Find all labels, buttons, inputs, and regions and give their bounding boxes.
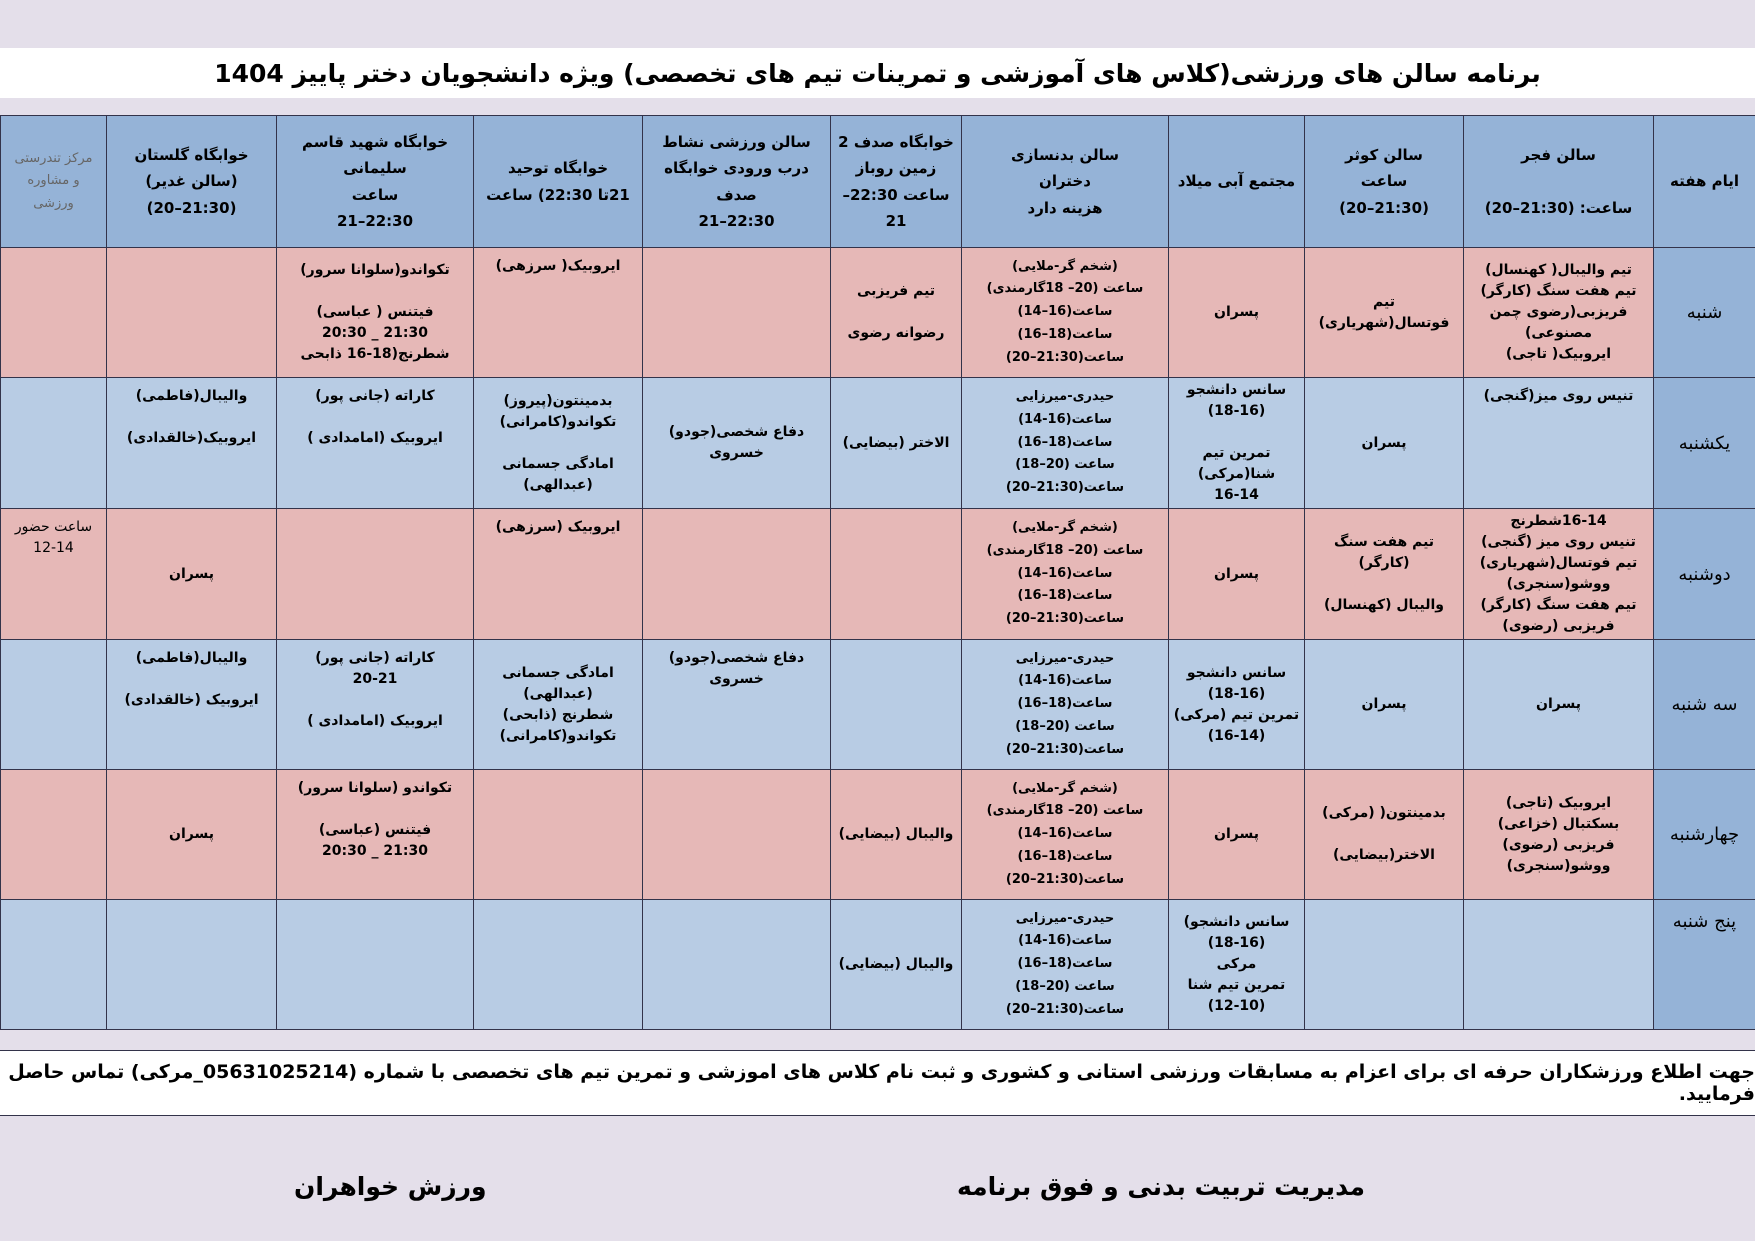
header-health-center: مرکز تندرستی و مشاوره ورزشی [1,116,107,248]
header-milad-aquatic: مجتمع آبی میلاد [1169,116,1305,248]
table-cell: پسران [1169,248,1305,378]
day-cell: پنج شنبه [1654,900,1755,1030]
table-cell [831,640,962,770]
table-cell: پسران [1305,640,1464,770]
table-cell [831,509,962,640]
page-title: برنامه سالن های ورزشی(کلاس های آموزشی و تمرینات تیم های تخصصی) ویژه دانشجویان دختر پاییز 1404 [0,48,1755,98]
table-cell: امادگی جسمانی (عبدالهی) شطرنج (ذابحی) تکواندو(کامرانی) [474,640,643,770]
header-days: ایام هفته [1654,116,1755,248]
table-cell: ساعت حضور 12-14 [1,509,107,640]
table-cell: پسران [107,509,277,640]
table-cell [107,900,277,1030]
table-cell: تیم فوتسال(شهریاری) [1305,248,1464,378]
table-cell: والیبال (بیضایی) [831,770,962,900]
contact-note: جهت اطلاع ورزشکاران حرفه ای برای اعزام به مسابقات ورزشی استانی و کشوری و ثبت نام کلاس های اموزشی و تمرین تیم های تخصصی با شماره (05631025214_مرکی) تماس حاصل فرمایید. [0,1050,1755,1116]
table-cell: تیم فریزبی رضوانه رضوی [831,248,962,378]
header-tohid-dorm: خوابگاه توحید 21تا 22:30) ساعت [474,116,643,248]
table-cell [1,770,107,900]
table-cell: پسران [1169,509,1305,640]
table-cell: سانس دانشجو (18-16) تمرین تیم (مرکی) (16-14) [1169,640,1305,770]
table-row [1,248,1755,378]
table-cell: سانس دانشجو) (18-16) مرکی تمرین تیم شنا (12-10) [1169,900,1305,1030]
table-row [1,640,1755,770]
table-cell [1,248,107,378]
signature-management: مدیریت تربیت بدنی و فوق برنامه [956,1172,1365,1201]
table-cell [277,509,474,640]
header-bodybuilding-hall: سالن بدنسازی دختران هزینه دارد [962,116,1169,248]
table-cell: حیدری-میرزایی ساعت(16-14) ساعت(18–16) ساعت (20–18) ساعت(21:30–20) [962,640,1169,770]
table-cell: دفاع شخصی(جودو) خسروی [643,378,831,509]
day-cell: سه شنبه [1654,640,1755,770]
table-cell: ایروبیک( سرزهی) [474,248,643,378]
table-cell: بدمینتون( (مرکی) الاختر(بیضایی) [1305,770,1464,900]
table-cell: بدمینتون(پیروز) تکواندو(کامرانی) امادگی جسمانی (عبدالهی) [474,378,643,509]
table-cell: ایروبیک (سرزهی) [474,509,643,640]
table-cell: حیدری-میرزایی ساعت(16-14) ساعت(18–16) ساعت (20–18) ساعت(21:30–20) [962,378,1169,509]
signature-sisters-sport: ورزش خواهران [294,1172,487,1201]
header-golestan-dorm: خوابگاه گلستان (سالن غدیر) (21:30–20) [107,116,277,248]
table-cell: تیم والیبال( کهنسال) تیم هفت سنگ (کارگر) فریزبی(رضوی چمن مصنوعی) ایروبیک( تاجی) [1464,248,1654,378]
table-cell [1,378,107,509]
table-cell: پسران [107,770,277,900]
table-cell [643,248,831,378]
table-cell: والیبال (بیضایی) [831,900,962,1030]
table-cell: پسران [1169,770,1305,900]
table-cell: تکواندو (سلوانا سرور) فیتنس (عباسی) 21:30 _ 20:30 [277,770,474,900]
table-row [1,770,1755,900]
table-cell: (شخم گر-ملایی) ساعت (20– 18گارمندی) ساعت(16–14) ساعت(18–16) ساعت(21:30–20) [962,509,1169,640]
table-cell [643,770,831,900]
header-sadaf2-dorm: خوابگاه صدف 2 زمین روباز ساعت 22:30–21 [831,116,962,248]
table-cell: تکواندو(سلوانا سرور) فیتنس ( عباسی) 21:30 _ 20:30 شطرنج(18-16 ذابحی [277,248,474,378]
table-cell: تیم هفت سنگ (کارگر) والیبال (کهنسال) [1305,509,1464,640]
table-cell [277,900,474,1030]
table-cell: سانس دانشجو (18-16) تمرین تیم شنا(مرکی) 16-14 [1169,378,1305,509]
table-cell: ایروبیک (تاجی) بسکتبال (خزاعی) فریزبی (رضوی) ووشو(سنجری) [1464,770,1654,900]
table-cell: الاختر (بیضایی) [831,378,962,509]
table-cell [107,248,277,378]
table-cell [643,900,831,1030]
table-cell [1464,900,1654,1030]
table-cell [1,900,107,1030]
table-cell: 16-14شطرنج تنیس روی میز (گنجی) تیم فوتسال(شهریاری) ووشو(سنجری) تیم هفت سنگ (کارگر) فریزبی (رضوی) [1464,509,1654,640]
table-cell: دفاع شخصی(جودو) خسروی [643,640,831,770]
table-row [1,378,1755,509]
table-cell: حیدری-میرزایی ساعت(16-14) ساعت(18–16) ساعت (20–18) ساعت(21:30–20) [962,900,1169,1030]
table-cell [643,509,831,640]
table-cell: تنیس روی میز(گنجی) [1464,378,1654,509]
table-row [1,900,1755,1030]
day-cell: یکشنبه [1654,378,1755,509]
header-soleimani-dorm: خوابگاه شهید قاسم سلیمانی ساعت 22:30–21 [277,116,474,248]
table-cell [1305,900,1464,1030]
day-cell: چهارشنبه [1654,770,1755,900]
schedule-table [0,115,1755,1030]
table-cell [1,640,107,770]
table-cell: پسران [1305,378,1464,509]
header-neshat-hall: سالن ورزشی نشاط درب ورودی خوابگاه صدف 22:30–21 [643,116,831,248]
table-cell [474,900,643,1030]
table-cell: کاراته (جانی پور) 20-21 ایروبیک (امامدادی ) [277,640,474,770]
table-cell: پسران [1464,640,1654,770]
header-kowsar-hall: سالن کوثر ساعت (21:30–20) [1305,116,1464,248]
table-cell: والیبال(فاطمی) ایروبیک (خالقدادی) [107,640,277,770]
table-cell: کاراته (جانی پور) ایروبیک (امامدادی ) [277,378,474,509]
day-cell: شنبه [1654,248,1755,378]
table-cell: (شخم گر-ملایی) ساعت (20– 18گارمندی) ساعت(16–14) ساعت(18–16) ساعت(21:30–20) [962,770,1169,900]
table-cell [474,770,643,900]
header-row [1,116,1755,248]
table-cell: والیبال(فاطمی) ایروبیک(خالقدادی) [107,378,277,509]
header-fajr-hall: سالن فجر ساعت: (21:30–20) [1464,116,1654,248]
table-row [1,509,1755,640]
day-cell: دوشنبه [1654,509,1755,640]
table-cell: (شخم گر-ملایی) ساعت (20– 18گارمندی) ساعت(16–14) ساعت(18–16) ساعت(21:30–20) [962,248,1169,378]
